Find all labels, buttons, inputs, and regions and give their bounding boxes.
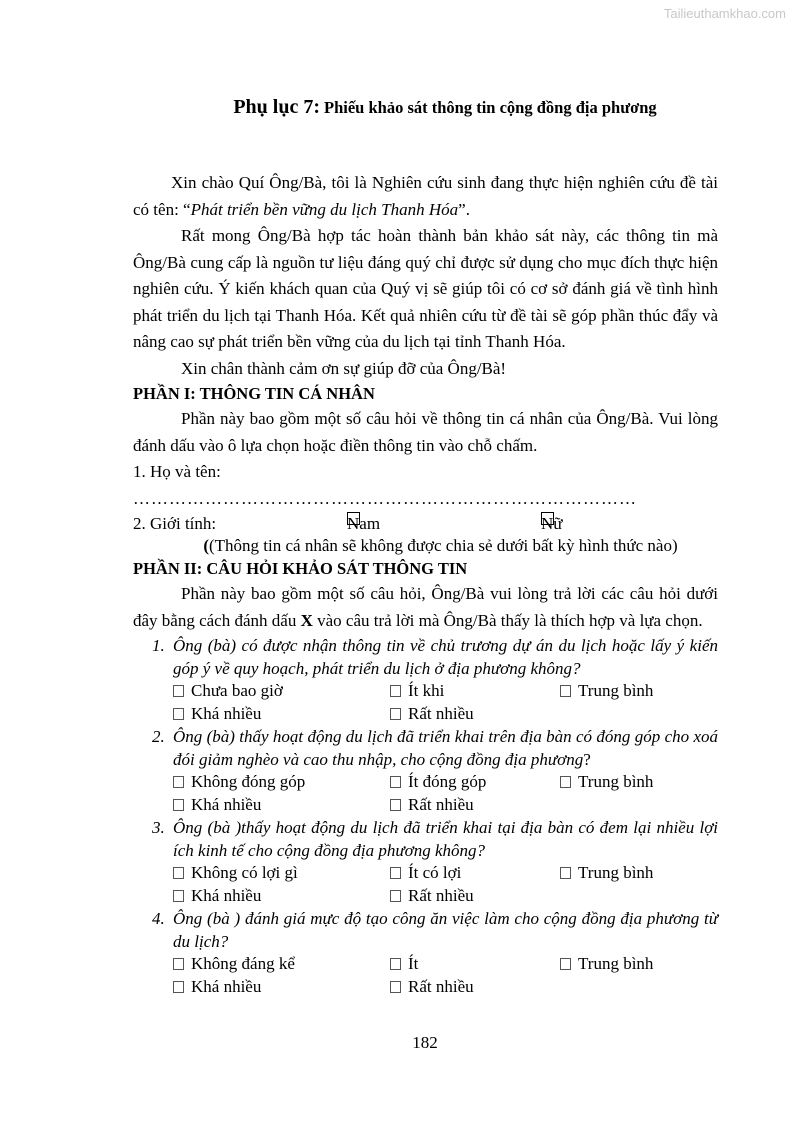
answer-option-label: Rất nhiều [408,703,474,723]
checkbox-icon[interactable] [173,776,184,788]
intro-greeting-text: Xin chào Quí Ông/Bà, tôi là Nghiên cứu sinh đang thực hiện nghiên cứu đề tài có tên: “ [133,173,718,219]
checkbox-icon[interactable] [390,981,401,993]
answer-option-label: Rất nhiều [408,976,474,996]
name-label: 1. Họ và tên: [133,462,221,481]
checkbox-icon[interactable] [390,708,401,720]
answer-option-label: Rất nhiều [408,794,474,814]
question-number: 4. [152,909,165,928]
answer-option-label: Chưa bao giờ [191,681,283,700]
answer-option-label: Ít [408,954,419,973]
answer-option-label: Không đóng góp [191,772,306,791]
option-row [133,862,718,885]
question-body: Ông (bà )thấy hoạt động du lịch đã triển khai tại địa bàn có đem lại nhiều lợi ích kinh tế cho cộng đồng địa phương không? [173,818,718,860]
answer-option-label: Không đáng kể [191,954,295,973]
appendix-title: Phiếu khảo sát thông tin cộng đồng địa phương [324,98,657,117]
checkbox-icon[interactable] [173,867,184,879]
answer-option[interactable] [173,885,261,908]
part1-description: Phần này bao gồm một số câu hỏi về thông tin cá nhân của Ông/Bà. Vui lòng đánh dấu vào ô lựa chọn hoặc điền thông tin vào chỗ chấm. [133,409,718,455]
checkbox-icon[interactable] [390,685,401,697]
question-block [133,634,718,725]
checkbox-icon[interactable] [560,685,571,697]
answer-option[interactable] [173,703,261,726]
answer-option[interactable] [390,953,418,976]
checkbox-icon[interactable] [173,890,184,902]
checkbox-icon[interactable] [390,799,401,811]
checkbox-icon[interactable] [390,867,401,879]
checkbox-icon[interactable] [560,776,571,788]
answer-option-label: Ít khi [408,681,445,700]
question-block [133,816,718,907]
question-list [133,634,718,998]
answer-option[interactable] [173,953,295,976]
option-row [133,703,718,726]
checkbox-icon[interactable] [173,708,184,720]
page-number: 182 [412,1033,438,1052]
answer-option[interactable] [390,771,486,794]
answer-option-label: Khá nhiều [191,885,262,905]
question-body: Ông (bà) có được nhận thông tin về chủ trương dự án du lịch hoặc lấy ý kiến góp ý về quy hoạch, phát triển du lịch ở địa phương không? [173,636,718,678]
answer-option[interactable] [173,976,261,999]
gender-female-label: Nữ [541,514,563,533]
option-row [133,976,718,999]
answer-option[interactable] [560,953,653,976]
question-number: 2. [152,727,165,746]
answer-option[interactable] [390,680,444,703]
question-block [133,725,718,816]
checkbox-icon[interactable] [173,685,184,697]
answer-option-label: Trung bình [578,863,654,882]
answer-option-label: Trung bình [578,954,654,973]
answer-option-label: Khá nhiều [191,703,262,723]
answer-option-label: Khá nhiều [191,794,262,814]
answer-option[interactable] [173,794,261,817]
question-text [133,725,718,771]
answer-option[interactable] [560,771,653,794]
survey-content [133,170,718,998]
mark-symbol: X [300,610,313,630]
answer-option-label: Khá nhiều [191,976,262,996]
part2-heading: PHẦN II: CÂU HỎI KHẢO SÁT THÔNG TIN [133,559,468,578]
checkbox-icon[interactable] [390,890,401,902]
question-block [133,907,718,998]
question-text [133,634,718,680]
answer-option[interactable] [390,862,461,885]
answer-option[interactable] [173,862,298,885]
part2-desc-end: vào câu trả lời mà Ông/Bà thấy là thích hợp và lựa chọn. [312,610,703,630]
intro-greeting-end: ”. [458,199,470,219]
checkbox-icon[interactable] [173,799,184,811]
privacy-note-text: (Thông tin cá nhân sẽ không được chia sẻ dưới bất kỳ hình thức nào) [209,536,678,555]
answer-option[interactable] [560,680,653,703]
checkbox-icon[interactable] [390,776,401,788]
research-topic: Phát triển bền vững du lịch Thanh Hóa [190,199,459,219]
option-row [133,953,718,976]
answer-option[interactable] [390,885,474,908]
part1-heading: PHẦN I: THÔNG TIN CÁ NHÂN [133,384,375,403]
answer-option-label: Không có lợi gì [191,863,298,882]
answer-option[interactable] [173,771,305,794]
option-row [133,885,718,908]
option-row [133,680,718,703]
answer-option[interactable] [390,976,474,999]
option-row [133,771,718,794]
answer-option[interactable] [390,794,474,817]
appendix-label: Phụ lục 7: [233,96,321,118]
answer-option-label: Trung bình [578,772,654,791]
intro-greeting [133,170,718,223]
watermark: Tailieuthamkhao.com [663,6,786,21]
question-text [133,907,718,953]
question-body: Ông (bà) thấy hoạt động du lịch đã triển khai trên địa bàn có đóng góp cho xoá đói giảm nghèo và cao thu nhập, cho cộng đồng địa phương [173,727,718,769]
answer-option[interactable] [390,703,474,726]
checkbox-icon[interactable] [173,958,184,970]
question-number: 3. [152,818,165,837]
checkbox-icon[interactable] [560,867,571,879]
checkbox-icon[interactable] [560,958,571,970]
checkbox-icon[interactable] [173,981,184,993]
question-number: 1. [152,636,165,655]
gender-label: 2. Giới tính: [133,514,217,533]
privacy-note: ((Thông tin cá nhân sẽ không được chia sẻ dưới bất kỳ hình thức nào) [203,536,678,555]
answer-option[interactable] [560,862,653,885]
answer-option-label: Ít có lợi [408,863,462,882]
gender-male-label: Nam [347,514,381,533]
checkbox-icon[interactable] [390,958,401,970]
answer-option[interactable] [173,680,283,703]
gender-row [133,512,718,535]
part2-desc-start: Phần này bao gồm một số câu hỏi, Ông/Bà vui lòng trả lời các câu hỏi dưới đây bằng cách đánh dấu [133,584,718,630]
question-text [133,816,718,862]
question-body: Ông (bà ) đánh giá mực độ tạo công ăn việc làm cho cộng đồng địa phương từ du lịch? [173,909,718,951]
intro-paragraph: Rất mong Ông/Bà hợp tác hoàn thành bản khảo sát này, các thông tin mà Ông/Bà cung cấp là nguồn tư liệu đáng quý chỉ được sử dụng cho mục đích thực hiện nghiên cứu. Ý kiến khách quan của Quý vị sẽ giúp tôi có cơ sở đánh giá về tình hình phát triển du lịch tại Thanh Hóa. Kết quả nhiên cứu từ đề tài sẽ góp phần thúc đẩy và nâng cao sự phát triển bền vững của du lịch tại tỉnh Thanh Hóa. [133,226,718,351]
thanks-line: Xin chân thành cảm ơn sự giúp đỡ của Ông/Bà! [181,358,507,378]
answer-option-label: Ít đóng góp [408,772,487,791]
option-row [133,794,718,817]
part2-description [133,581,718,634]
answer-option-label: Trung bình [578,681,654,700]
name-field[interactable]: ………………………………………………………………………… [133,488,637,508]
page-title [0,96,794,119]
question-end: ? [583,750,591,769]
answer-option-label: Rất nhiều [408,885,474,905]
